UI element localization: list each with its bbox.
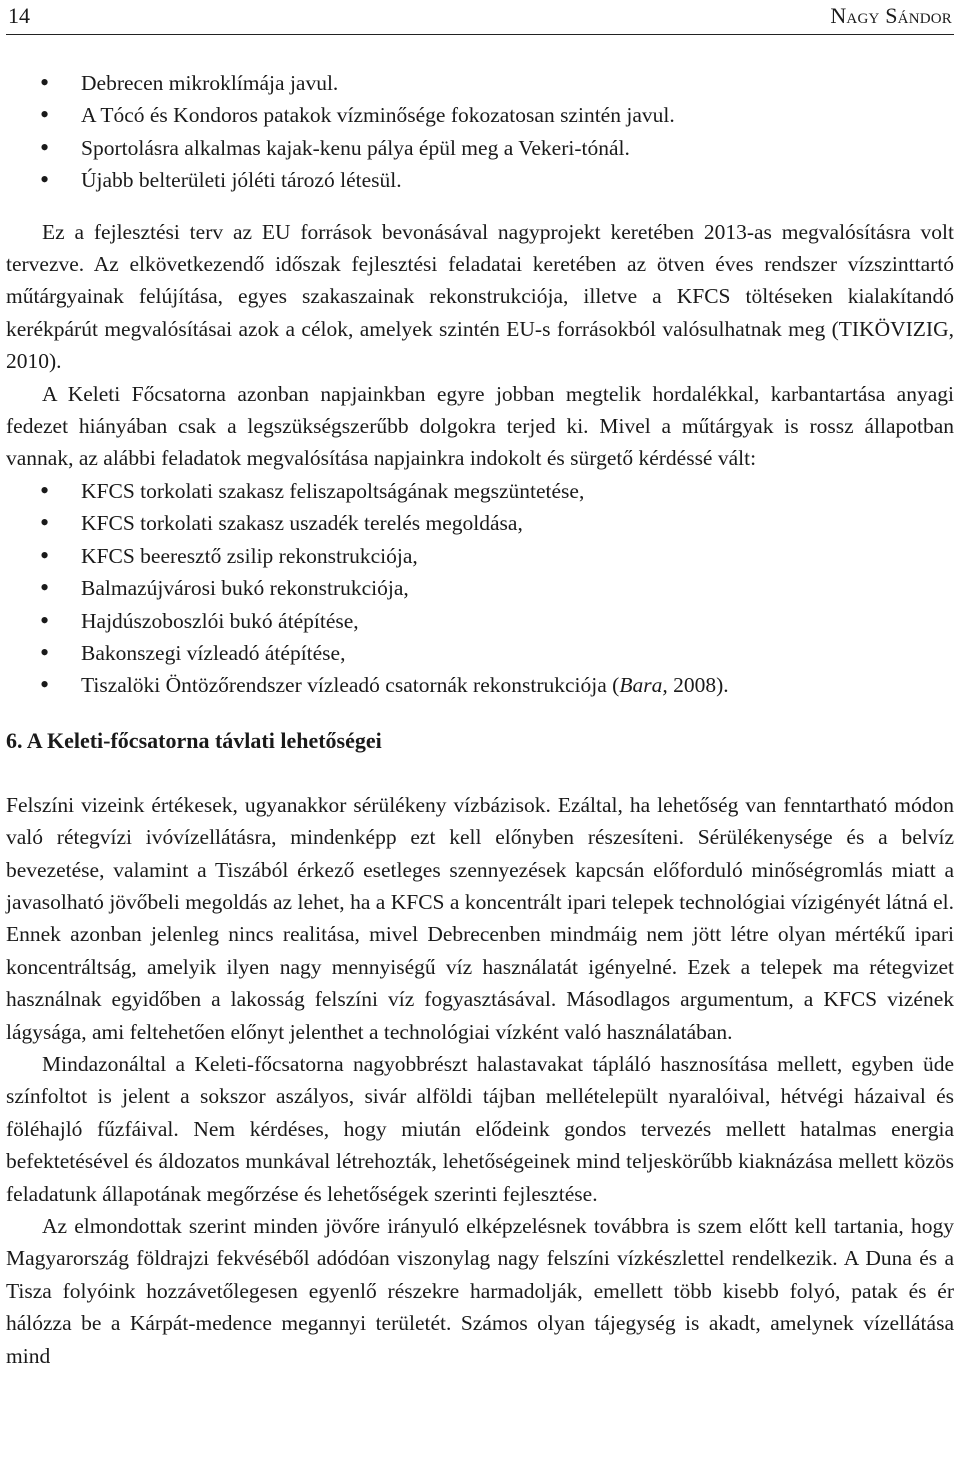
- list-item-text: 2008).: [667, 673, 729, 698]
- paragraph: A Keleti Főcsatorna azonban napjainkban egyre jobban megtelik hordalékkal, karbantartása anyagi fedezet hiányában csak a legszükségszerűbb dolgokra terjed ki. Mivel a műtárgyak is rossz állapotban vannak, az alábbi feladatok megvalósítása napjainkra indokolt és sürgető kérdéssé vált:: [6, 381, 954, 471]
- paragraph: Mindazonáltal a Keleti-főcsatorna nagyobbrészt halastavakat tápláló hasznosítása mellett, egyben üde színfoltot is jelent a sokszor aszályos, sivár alföldi tájban mellételepült nyaralóival, hétvégi házaival és föléhajló fűzfáival. Nem kérdéses, hogy miután elődeink gondos tervezés mellett hatalmas energia befektetésével és áldozatos munkával létrehozták, lehetőségeinek mind teljeskörűbb kiaknázása mellett közös feladatunk állapotának megőrzése és lehetőségek szerinti fejlesztése.: [6, 1051, 954, 1206]
- list-item: • KFCS torkolati szakasz uszadék terelés megoldása,: [6, 507, 954, 539]
- running-head-author: Nagy Sándor: [830, 3, 952, 28]
- page-body: [6, 67, 954, 1372]
- list-item: • Balmazújvárosi bukó rekonstrukciója,: [6, 572, 954, 604]
- list-item: • Debrecen mikroklímája javul.: [6, 67, 954, 99]
- paragraph: Ez a fejlesztési terv az EU források bevonásával nagyprojekt keretében 2013-as megvalósításra volt tervezve. Az elkövetkezendő időszak fejlesztési feladatai keretében az ötven éves rendszer vízszinttartó műtárgyainak felújítása, egyes szakaszainak rekonstrukciója, illetve a KFCS töltéseken kialakítandó kerékpárút megvalósításai azok a célok, amelyek szintén EU-s forrásokból valósulhatnak meg (TIKÖVIZIG, 2010).: [6, 219, 954, 374]
- list-item: • Újabb belterületi jóléti tározó létesül.: [6, 164, 954, 196]
- section-heading: 6. A Keleti-főcsatorna távlati lehetőségei: [6, 727, 382, 753]
- page-number: 14: [8, 3, 30, 28]
- list-item-text: Tiszalöki Öntözőrendszer vízleadó csatornák rekonstrukciója (: [81, 673, 620, 698]
- bullet-list-outcomes: [6, 67, 954, 197]
- bullet-list-tasks: [6, 475, 954, 702]
- list-item: • KFCS beeresztő zsilip rekonstrukciója,: [6, 540, 954, 572]
- paragraph: Felszíni vizeink értékesek, ugyanakkor sérülékeny vízbázisok. Ezáltal, ha lehetőség van fenntartható módon való rétegvízi ivóvízellátásra, mindenképp ezt kell előnyben részesíteni. Sérülékenysége és a belvíz bevezetése, valamint a Tiszából érkező esetleges szennyezések kapcsán előforduló minőségromlás miatt a javasolható jövőbeli megoldás az lehet, ha a KFCS a koncentrált ipari telepek technológiai vízigényét látná el. Ennek azonban jelenleg nincs realitása, mivel Debrecenben mindmáig nem jött létre olyan mértékű ipari koncentráltság, amelyik ilyen nagy mennyiségű víz használatát igényelné. Ezek a telepek ma rétegvizet használnak egyidőben a lakosság felszíni víz fogyasztásával. Másodlagos argumentum, a KFCS vizének lágysága, ami feltehetően előnyt jelenthet a technológiai vízként való használatában.: [6, 792, 954, 1044]
- paragraph: Az elmondottak szerint minden jövőre irányuló elképzelésnek továbbra is szem előtt kell tartania, hogy Magyarország földrajzi fekvéséből adódóan viszonylag nagy felszíni vízkészlettel rendelkezik. A Duna és a Tisza folyóink hozzávetőlegesen egyenlő részekre harmadolják, emellett több kisebb folyó, patak és ér hálózza be a Kárpát-medence megannyi területét. Számos olyan tájegység is akadt, amelynek vízellátása mind: [6, 1214, 954, 1368]
- citation-author: Bara,: [619, 673, 668, 698]
- list-item: • Bakonszegi vízleadó átépítése,: [6, 637, 954, 669]
- list-item: [6, 669, 954, 701]
- list-item: • A Tócó és Kondoros patakok vízminősége fokozatosan szintén javul.: [6, 99, 954, 131]
- page-header: [6, 0, 954, 35]
- list-item: • Hajdúszoboszlói bukó átépítése,: [6, 605, 954, 637]
- list-item: • KFCS torkolati szakasz feliszapoltságának megszüntetése,: [6, 475, 954, 507]
- list-item: • Sportolásra alkalmas kajak-kenu pálya épül meg a Vekeri-tónál.: [6, 132, 954, 164]
